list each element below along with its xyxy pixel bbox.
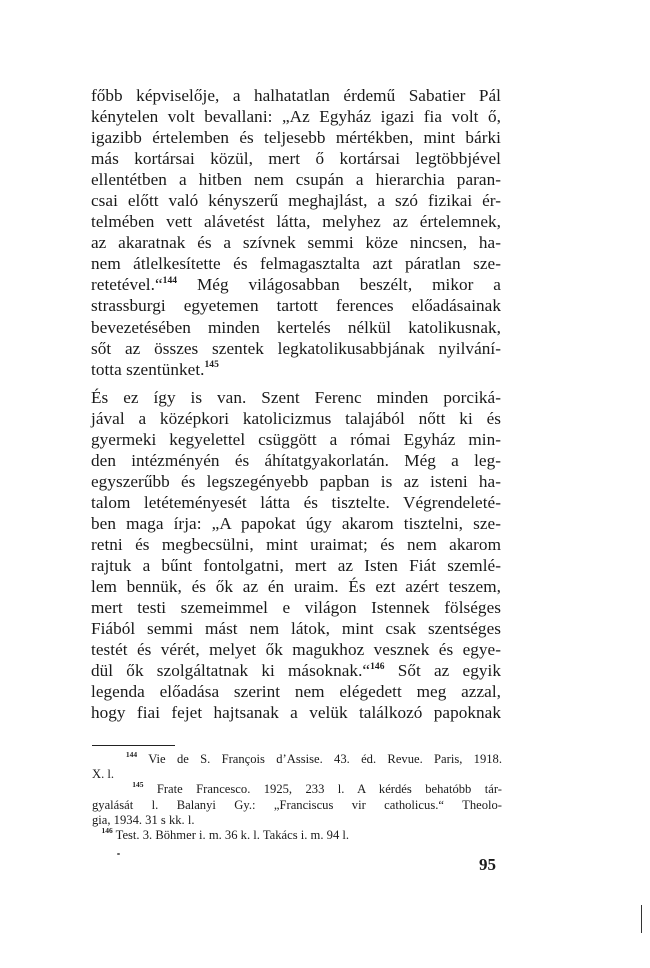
text-line: sőt az összes szentek legkatolikusabbjának nyilvání-	[91, 338, 501, 358]
footnote-145	[92, 782, 502, 797]
text-line: retni és megbecsülni, mint uraimat; és nem akarom	[91, 534, 501, 554]
text-line: kénytelen volt bevallani: „Az Egyház igazi fia volt ő,	[91, 107, 501, 127]
text-line: egyszerűbb és legszegényebb papban is az isteni ha-	[91, 471, 501, 491]
text-segment: Még világosabban beszélt, mikor a	[196, 275, 501, 295]
text-line: strassburgi egyetemen tartott ferences előadásainak	[91, 296, 501, 316]
text-line: gyermeki kegyelettel csüggött a római Egyház min-	[91, 429, 501, 449]
text-segment: retetével.“	[91, 275, 163, 295]
text-line: csai előtt való kényszerű meghajlást, a szó fizikai ér-	[91, 191, 501, 211]
footnote-text: Frate Francesco. 1925, 233 l. A kérdés behatóbb tár-	[156, 782, 502, 797]
text-line: rajtuk a bűnt fontolgatni, mert az Isten Fiát szemlé-	[91, 556, 501, 576]
footnote-text: Vie de S. François d’Assise. 43. éd. Revue. Paris, 1918.	[148, 752, 502, 766]
text-line: Fiából semmi mást nem látok, mint csak szentséges	[91, 619, 501, 639]
text-line: lem bennük, és ők az én uraim. És ezt azért teszem,	[91, 577, 501, 597]
text-line: És ez így is van. Szent Ferenc minden porciká-	[91, 387, 501, 407]
footnote-separator	[92, 745, 175, 746]
footnote-number: 146	[101, 825, 113, 835]
footnote-ref-145[interactable]: 145	[204, 359, 219, 370]
footnote-ref-144[interactable]: 144	[162, 275, 178, 286]
text-line: nem átlelkesítette és felmagasztalta azt páratlan sze-	[91, 254, 501, 274]
footnote-144	[92, 749, 502, 767]
footnote-number: 144	[125, 749, 138, 759]
footnote-number: 145	[132, 780, 144, 790]
footnote-ref-146[interactable]: 146	[370, 661, 385, 672]
page-number: 95	[479, 855, 496, 874]
text-line: jával a középkori katolicizmus talajából nőtt ki és	[91, 408, 501, 428]
text-line: az akaratnak és a szívnek semmi köze nincsen, ha-	[91, 233, 501, 253]
text-line: telmében vett alávetést látta, melyhez az értelemnek,	[91, 212, 501, 232]
text-line: főbb képviselője, a halhatatlan érdemű Sabatier Pál	[91, 86, 501, 105]
text-line: talom letéteményesét látta és tisztelte. Végrendeleté-	[91, 492, 501, 512]
footnotes	[92, 749, 502, 843]
text-line: igazibb értelemben és teljesebb mértékben, mint bárki	[91, 128, 501, 148]
text-line: hogy fiai fejet hajtsanak a velük találkozó papoknak	[91, 703, 501, 723]
text-segment: totta szentünket.	[91, 359, 205, 379]
text-line: mert testi szemeimmel e világon Istennek fölséges	[91, 598, 501, 618]
text-line: bevezetésében minden kertelés nélkül katolikusnak,	[91, 317, 501, 337]
footnote-144-cont: X. l.	[92, 767, 115, 782]
print-speck	[117, 853, 120, 855]
text-line: testét és vérét, melyet ők magukhoz vesznek és egye-	[91, 640, 501, 660]
footnote-146	[92, 825, 502, 843]
text-line: den intézményén és áhítatgyakorlatán. Még a leg-	[91, 450, 501, 470]
main-text	[91, 85, 501, 723]
text-line	[91, 359, 501, 380]
text-line	[91, 660, 501, 681]
text-line: más kortársai közül, mert ő kortársai legtöbbjével	[91, 149, 501, 169]
text-segment: dül ők szolgáltatnak ki másoknak.“	[91, 661, 371, 681]
text-line: legenda előadása szerint nem elégedett meg azzal,	[91, 682, 501, 702]
scan-edge-mark	[641, 905, 642, 933]
footnote-145-cont: gia, 1934. 31 s kk. l.	[92, 812, 195, 827]
footnote-145-cont: gyalását l. Balanyi Gy.: „Franciscus vir catholicus.“ Theolo-	[92, 797, 502, 812]
text-line	[91, 274, 501, 295]
text-segment: Sőt az egyik	[397, 661, 501, 681]
text-line: ellentétben a hitben nem csupán a hierarchia paran-	[91, 170, 501, 190]
text-line: ben maga írja: „A papokat úgy akarom tisztelni, sze-	[91, 513, 501, 533]
footnote-text: Test. 3. Böhmer i. m. 36 k. l. Takács i. m. 94 l.	[115, 827, 350, 842]
